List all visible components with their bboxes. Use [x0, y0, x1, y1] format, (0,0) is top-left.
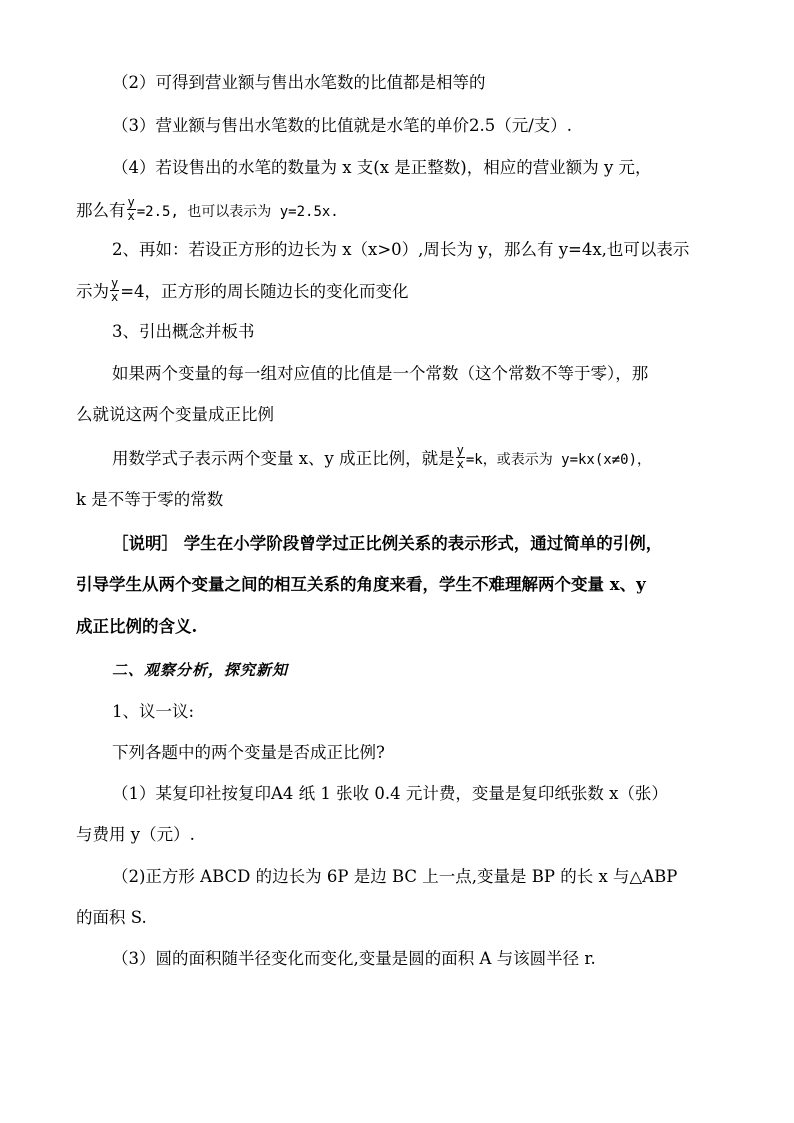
fraction-denominator: x [127, 209, 135, 223]
text-line: 下列各题中的两个变量是否成正比例? [112, 743, 385, 762]
text-line: 3、引出概念并板书 [112, 322, 255, 341]
section-heading: 二、观察分析，探究新知 [112, 661, 289, 679]
fraction-denominator: x [456, 457, 464, 471]
note-line: 引导学生从两个变量之间的相互关系的角度来看，学生不难理解两个变量 x、y [76, 575, 646, 594]
text-line-with-fraction [76, 195, 339, 225]
text-line: 如果两个变量的每一组对应值的比值是一个常数（这个常数不等于零），那 [112, 364, 649, 383]
fraction-numerator: y [111, 276, 119, 290]
fraction-y-over-x [127, 196, 136, 223]
text-line: 么就说这两个变量成正比例 [76, 405, 274, 424]
text-segment: =k，或表示为 y=kx(x≠0)， [465, 452, 652, 468]
text-line: 2、再如：若设正方形的边长为 x（x>0）,周长为 y，那么有 y=4x,也可以表示 [112, 240, 690, 259]
text-segment: 那么有 [76, 201, 126, 220]
fraction-y-over-x [110, 277, 119, 304]
text-line: （3）营业额与售出水笔数的比值就是水笔的单价2.5（元/支）. [112, 116, 573, 135]
fraction-denominator: x [111, 290, 119, 304]
note-line: ［说明］ 学生在小学阶段曾学过正比例关系的表示形式，通过简单的引例， [112, 534, 663, 553]
question-line: （3）圆的面积随半径变化而变化,变量是圆的面积 A 与该圆半径 r. [112, 949, 596, 968]
text-segment: =4，正方形的周长随边长的变化而变化 [120, 282, 409, 301]
question-line: （2)正方形 ABCD 的边长为 6P 是边 BC 上一点,变量是 BP 的长 x 与△ABP [112, 867, 678, 886]
text-line: k 是不等于零的常数 [76, 490, 224, 509]
text-segment: 示为 [76, 282, 109, 301]
question-line: （1）某复印社按复印A4 纸 1 张收 0.4 元计费，变量是复印纸张数 x（张） [112, 784, 668, 803]
fraction-numerator: y [127, 195, 135, 209]
text-segment: =2.5, 也可以表示为 y=2.5x. [136, 204, 339, 220]
question-line: 的面积 S. [76, 908, 147, 927]
text-line: （2）可得到营业额与售出水笔数的比值都是相等的 [112, 73, 486, 92]
fraction-numerator: y [456, 443, 464, 457]
text-line: 1、议一议: [112, 702, 195, 721]
text-line-with-fraction [112, 443, 652, 473]
text-line: （4）若设售出的水笔的数量为 x 支(x 是正整数)，相应的营业额为 y 元， [112, 158, 652, 177]
question-line: 与费用 y（元）. [76, 825, 195, 844]
text-line-with-fraction [76, 276, 409, 306]
note-line: 成正比例的含义. [76, 617, 198, 636]
text-segment: 用数学式子表示两个变量 x、y 成正比例，就是 [112, 449, 455, 468]
fraction-y-over-x [456, 444, 465, 471]
